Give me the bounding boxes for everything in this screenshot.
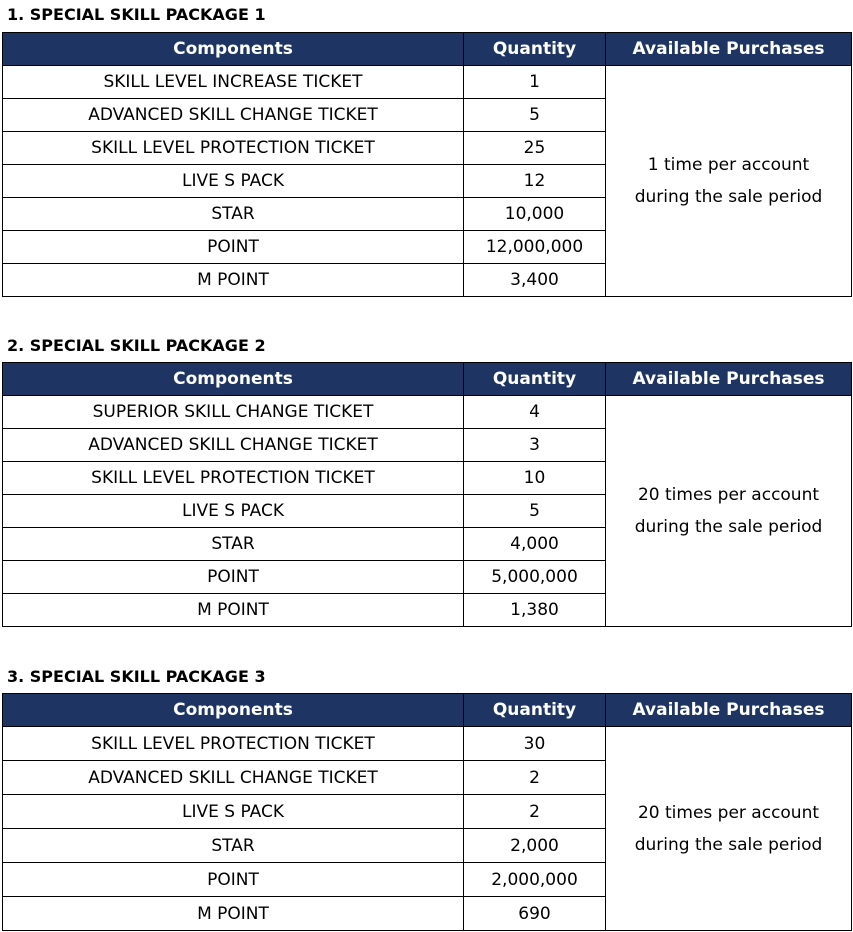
quantity-cell: 2: [464, 761, 606, 795]
quantity-cell: 690: [464, 897, 606, 931]
quantity-cell: 3: [464, 429, 606, 462]
column-header-available: Available Purchases: [606, 363, 852, 396]
quantity-cell: 1: [464, 66, 606, 99]
component-cell: SKILL LEVEL INCREASE TICKET: [3, 66, 464, 99]
column-header-components: Components: [3, 33, 464, 66]
column-header-quantity: Quantity: [464, 363, 606, 396]
available-line-2: during the sale period: [634, 187, 823, 207]
available-purchases-cell: [606, 727, 852, 931]
component-cell: STAR: [3, 528, 464, 561]
package-1-heading: 1. SPECIAL SKILL PACKAGE 1: [7, 5, 266, 24]
column-header-available: Available Purchases: [606, 33, 852, 66]
table-header-row: [3, 694, 852, 727]
available-line-2: during the sale period: [634, 517, 823, 537]
package-2-heading: 2. SPECIAL SKILL PACKAGE 2: [7, 336, 266, 355]
table-row: [3, 396, 852, 429]
available-line-1: 1 time per account: [647, 155, 810, 175]
quantity-cell: 5: [464, 495, 606, 528]
component-cell: ADVANCED SKILL CHANGE TICKET: [3, 99, 464, 132]
available-purchases-cell: [606, 396, 852, 627]
quantity-cell: 1,380: [464, 594, 606, 627]
component-cell: SUPERIOR SKILL CHANGE TICKET: [3, 396, 464, 429]
column-header-available: Available Purchases: [606, 694, 852, 727]
component-cell: M POINT: [3, 264, 464, 297]
quantity-cell: 4,000: [464, 528, 606, 561]
component-cell: ADVANCED SKILL CHANGE TICKET: [3, 429, 464, 462]
column-header-components: Components: [3, 363, 464, 396]
component-cell: SKILL LEVEL PROTECTION TICKET: [3, 727, 464, 761]
available-line-1: 20 times per account: [637, 485, 820, 505]
component-cell: LIVE S PACK: [3, 165, 464, 198]
quantity-cell: 3,400: [464, 264, 606, 297]
column-header-quantity: Quantity: [464, 33, 606, 66]
component-cell: SKILL LEVEL PROTECTION TICKET: [3, 132, 464, 165]
component-cell: M POINT: [3, 897, 464, 931]
quantity-cell: 12,000,000: [464, 231, 606, 264]
quantity-cell: 5,000,000: [464, 561, 606, 594]
table-header-row: [3, 33, 852, 66]
table-row: [3, 727, 852, 761]
quantity-cell: 25: [464, 132, 606, 165]
component-cell: M POINT: [3, 594, 464, 627]
quantity-cell: 10: [464, 462, 606, 495]
package-2-table: [2, 362, 852, 627]
quantity-cell: 10,000: [464, 198, 606, 231]
component-cell: LIVE S PACK: [3, 495, 464, 528]
available-line-1: 20 times per account: [637, 802, 820, 823]
column-header-components: Components: [3, 694, 464, 727]
package-3-heading: 3. SPECIAL SKILL PACKAGE 3: [7, 667, 266, 686]
available-line-2: during the sale period: [634, 834, 823, 855]
component-cell: STAR: [3, 198, 464, 231]
component-cell: STAR: [3, 829, 464, 863]
component-cell: POINT: [3, 863, 464, 897]
table-header-row: [3, 363, 852, 396]
quantity-cell: 2,000: [464, 829, 606, 863]
component-cell: SKILL LEVEL PROTECTION TICKET: [3, 462, 464, 495]
quantity-cell: 30: [464, 727, 606, 761]
quantity-cell: 12: [464, 165, 606, 198]
component-cell: POINT: [3, 561, 464, 594]
component-cell: POINT: [3, 231, 464, 264]
column-header-quantity: Quantity: [464, 694, 606, 727]
component-cell: ADVANCED SKILL CHANGE TICKET: [3, 761, 464, 795]
table-row: [3, 66, 852, 99]
component-cell: LIVE S PACK: [3, 795, 464, 829]
available-purchases-cell: [606, 66, 852, 297]
quantity-cell: 2: [464, 795, 606, 829]
quantity-cell: 4: [464, 396, 606, 429]
quantity-cell: 5: [464, 99, 606, 132]
package-1-table: [2, 32, 852, 297]
quantity-cell: 2,000,000: [464, 863, 606, 897]
package-3-table: [2, 693, 852, 931]
